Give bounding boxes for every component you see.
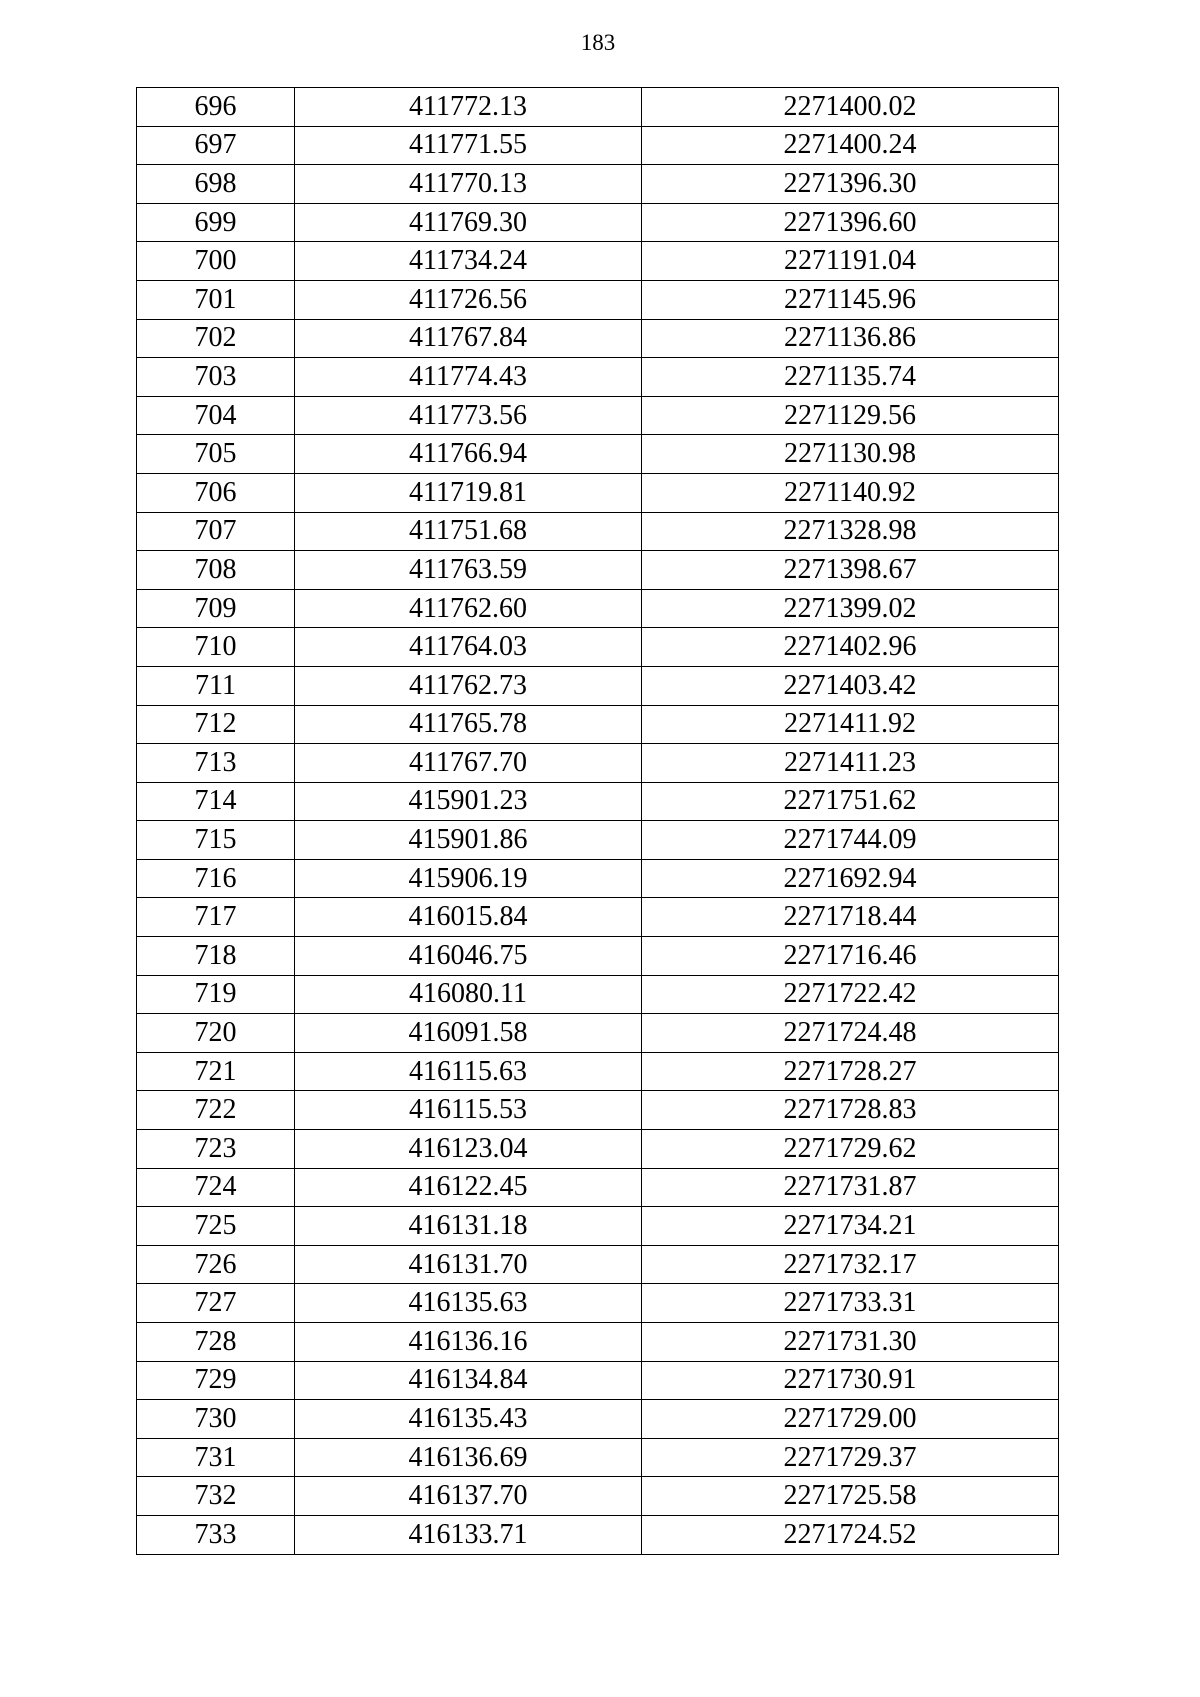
coordinate-x-cell: 416091.58 [295,1014,642,1053]
coordinate-x-cell: 416115.53 [295,1091,642,1130]
coordinate-x-cell: 416137.70 [295,1477,642,1516]
point-number-cell: 711 [137,666,295,705]
coordinate-y-cell: 2271732.17 [642,1245,1059,1284]
coordinate-y-cell: 2271135.74 [642,358,1059,397]
point-number-cell: 709 [137,589,295,628]
table-row [137,1168,1059,1207]
coordinate-y-cell: 2271725.58 [642,1477,1059,1516]
point-number-cell: 717 [137,898,295,937]
coordinate-y-cell: 2271716.46 [642,937,1059,976]
table-row [137,898,1059,937]
table-row [137,1052,1059,1091]
table-row [137,1207,1059,1246]
point-number-cell: 730 [137,1400,295,1439]
coordinate-x-cell: 416131.18 [295,1207,642,1246]
coordinate-x-cell: 415906.19 [295,859,642,898]
coordinate-x-cell: 416136.69 [295,1438,642,1477]
point-number-cell: 729 [137,1361,295,1400]
point-number-cell: 703 [137,358,295,397]
coordinate-x-cell: 411734.24 [295,242,642,281]
table-row [137,705,1059,744]
coordinate-x-cell: 411766.94 [295,435,642,474]
point-number-cell: 706 [137,473,295,512]
coordinate-x-cell: 416131.70 [295,1245,642,1284]
coordinates-table-body [137,88,1059,1555]
table-row [137,1245,1059,1284]
coordinate-x-cell: 416046.75 [295,937,642,976]
coordinate-y-cell: 2271744.09 [642,821,1059,860]
coordinate-y-cell: 2271734.21 [642,1207,1059,1246]
table-row [137,435,1059,474]
coordinate-y-cell: 2271733.31 [642,1284,1059,1323]
coordinate-y-cell: 2271136.86 [642,319,1059,358]
coordinate-y-cell: 2271411.23 [642,744,1059,783]
point-number-cell: 716 [137,859,295,898]
point-number-cell: 727 [137,1284,295,1323]
coordinate-x-cell: 411773.56 [295,396,642,435]
point-number-cell: 726 [137,1245,295,1284]
table-row [137,88,1059,127]
table-row [137,551,1059,590]
table-row [137,1130,1059,1169]
coordinate-x-cell: 411765.78 [295,705,642,744]
coordinate-x-cell: 411771.55 [295,126,642,165]
table-row [137,782,1059,821]
coordinate-y-cell: 2271730.91 [642,1361,1059,1400]
coordinate-x-cell: 411770.13 [295,165,642,204]
point-number-cell: 733 [137,1515,295,1554]
table-row [137,280,1059,319]
table-row [137,319,1059,358]
coordinate-x-cell: 411774.43 [295,358,642,397]
point-number-cell: 712 [137,705,295,744]
coordinate-y-cell: 2271731.30 [642,1323,1059,1362]
coordinate-x-cell: 415901.86 [295,821,642,860]
coordinate-x-cell: 415901.23 [295,782,642,821]
table-row [137,666,1059,705]
table-row [137,1515,1059,1554]
table-row [137,821,1059,860]
coordinate-x-cell: 416122.45 [295,1168,642,1207]
coordinate-x-cell: 416123.04 [295,1130,642,1169]
coordinate-x-cell: 411764.03 [295,628,642,667]
point-number-cell: 724 [137,1168,295,1207]
table-row [137,744,1059,783]
point-number-cell: 705 [137,435,295,474]
coordinate-x-cell: 411772.13 [295,88,642,127]
coordinate-x-cell: 416133.71 [295,1515,642,1554]
table-row [137,203,1059,242]
table-row [137,126,1059,165]
table-row [137,937,1059,976]
point-number-cell: 707 [137,512,295,551]
table-row [137,1361,1059,1400]
coordinate-y-cell: 2271130.98 [642,435,1059,474]
coordinate-y-cell: 2271129.56 [642,396,1059,435]
point-number-cell: 725 [137,1207,295,1246]
point-number-cell: 732 [137,1477,295,1516]
table-row [137,1477,1059,1516]
coordinate-y-cell: 2271398.67 [642,551,1059,590]
table-row [137,628,1059,667]
coordinate-y-cell: 2271731.87 [642,1168,1059,1207]
coordinate-x-cell: 416135.63 [295,1284,642,1323]
coordinate-x-cell: 416115.63 [295,1052,642,1091]
coordinate-y-cell: 2271140.92 [642,473,1059,512]
point-number-cell: 699 [137,203,295,242]
coordinate-x-cell: 416015.84 [295,898,642,937]
coordinate-y-cell: 2271728.27 [642,1052,1059,1091]
coordinate-y-cell: 2271328.98 [642,512,1059,551]
coordinate-y-cell: 2271403.42 [642,666,1059,705]
table-row [137,358,1059,397]
coordinate-y-cell: 2271411.92 [642,705,1059,744]
coordinate-x-cell: 411719.81 [295,473,642,512]
point-number-cell: 696 [137,88,295,127]
coordinate-x-cell: 411769.30 [295,203,642,242]
point-number-cell: 710 [137,628,295,667]
coordinate-y-cell: 2271400.24 [642,126,1059,165]
coordinate-y-cell: 2271729.62 [642,1130,1059,1169]
table-row [137,473,1059,512]
table-row [137,396,1059,435]
point-number-cell: 714 [137,782,295,821]
coordinate-x-cell: 411751.68 [295,512,642,551]
coordinate-y-cell: 2271724.48 [642,1014,1059,1053]
coordinate-x-cell: 411762.73 [295,666,642,705]
point-number-cell: 708 [137,551,295,590]
coordinate-y-cell: 2271145.96 [642,280,1059,319]
coordinate-y-cell: 2271399.02 [642,589,1059,628]
point-number-cell: 731 [137,1438,295,1477]
coordinate-y-cell: 2271718.44 [642,898,1059,937]
point-number-cell: 701 [137,280,295,319]
table-row [137,589,1059,628]
coordinate-x-cell: 411762.60 [295,589,642,628]
table-row [137,859,1059,898]
table-row [137,1014,1059,1053]
coordinate-x-cell: 411767.84 [295,319,642,358]
coordinate-y-cell: 2271191.04 [642,242,1059,281]
coordinate-x-cell: 411763.59 [295,551,642,590]
coordinate-y-cell: 2271724.52 [642,1515,1059,1554]
point-number-cell: 697 [137,126,295,165]
coordinate-y-cell: 2271396.30 [642,165,1059,204]
point-number-cell: 721 [137,1052,295,1091]
point-number-cell: 713 [137,744,295,783]
point-number-cell: 715 [137,821,295,860]
coordinate-x-cell: 416135.43 [295,1400,642,1439]
table-row [137,1284,1059,1323]
table-row [137,165,1059,204]
table-row [137,1323,1059,1362]
coordinate-y-cell: 2271692.94 [642,859,1059,898]
coordinate-y-cell: 2271396.60 [642,203,1059,242]
coordinate-y-cell: 2271751.62 [642,782,1059,821]
coordinate-y-cell: 2271728.83 [642,1091,1059,1130]
point-number-cell: 719 [137,975,295,1014]
coordinate-y-cell: 2271402.96 [642,628,1059,667]
point-number-cell: 700 [137,242,295,281]
point-number-cell: 720 [137,1014,295,1053]
coordinate-y-cell: 2271400.02 [642,88,1059,127]
table-row [137,242,1059,281]
coordinate-y-cell: 2271722.42 [642,975,1059,1014]
coordinate-x-cell: 416080.11 [295,975,642,1014]
point-number-cell: 718 [137,937,295,976]
point-number-cell: 728 [137,1323,295,1362]
coordinates-table [136,87,1059,1555]
table-row [137,975,1059,1014]
table-row [137,1438,1059,1477]
coordinate-x-cell: 416134.84 [295,1361,642,1400]
table-row [137,1091,1059,1130]
point-number-cell: 704 [137,396,295,435]
point-number-cell: 702 [137,319,295,358]
coordinate-x-cell: 411726.56 [295,280,642,319]
coordinate-y-cell: 2271729.37 [642,1438,1059,1477]
point-number-cell: 722 [137,1091,295,1130]
coordinate-x-cell: 411767.70 [295,744,642,783]
point-number-cell: 698 [137,165,295,204]
table-row [137,512,1059,551]
point-number-cell: 723 [137,1130,295,1169]
table-row [137,1400,1059,1439]
page-number: 183 [580,30,616,55]
coordinate-x-cell: 416136.16 [295,1323,642,1362]
coordinate-y-cell: 2271729.00 [642,1400,1059,1439]
